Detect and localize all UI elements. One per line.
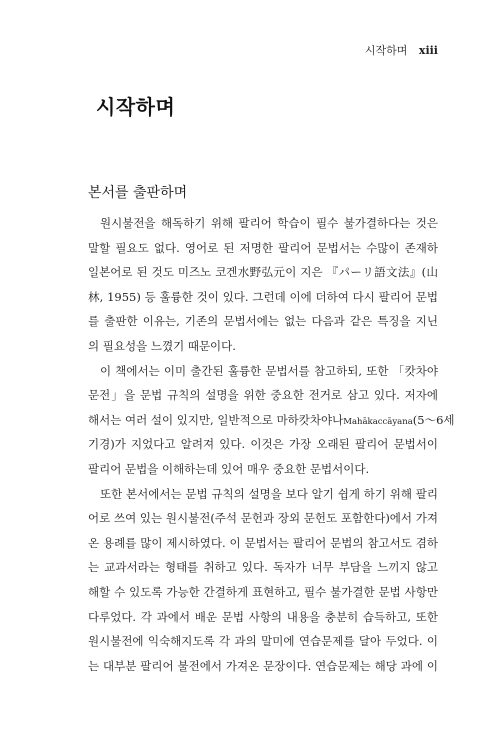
text-line: 원시불전을 해독하기 위해 팔리어 학습이 필수 불가결하다는 것은 bbox=[100, 216, 438, 230]
body-text bbox=[88, 211, 455, 678]
text-line: 문전」을 문법 규칙의 설명을 위한 중요한 전거로 삼고 있다. 저자에 bbox=[88, 388, 438, 403]
text-line: 또한 본서에서는 문법 규칙의 설명을 보다 알기 쉽게 하기 위해 팔리 bbox=[100, 486, 438, 501]
text-line: 는 대부분 팔리어 불전에서 가져온 문장이다. 연습문제는 해당 과에 이 bbox=[88, 658, 438, 673]
text-line: 일본어로 된 것도 미즈노 코겐水野弘元이 지은 『パーリ語文法』(山 bbox=[88, 265, 438, 280]
text-line: 원시불전에 익숙해지도록 각 과의 말미에 연습문제를 달아 두었다. 이 bbox=[88, 634, 438, 649]
text-line: 이 책에서는 이미 출간된 훌륭한 문법서를 참고하되, 또한 「캇차야 bbox=[100, 363, 438, 378]
text-segment: (5～6세 bbox=[412, 412, 455, 427]
text-line: 어로 쓰여 있는 원시불전(주석 문헌과 장외 문헌도 포함한다)에서 가져 bbox=[88, 511, 438, 526]
page-number: xiii bbox=[418, 44, 438, 57]
chapter-title: 시작하며 bbox=[96, 95, 176, 119]
text-line: 팔리어 문법을 이해하는데 있어 매우 중요한 문법서이다. bbox=[88, 461, 370, 476]
text-segment: 해서는 여러 설이 있지만, 일반적으로 마하캇차야나 bbox=[88, 412, 344, 427]
roman-term: Mahākaccāyana bbox=[343, 416, 413, 427]
running-head bbox=[365, 42, 438, 58]
text-line: 다루었다. 각 과에서 배운 문법 사항의 내용을 충분히 습득하고, 또한 bbox=[88, 609, 438, 624]
text-line: 는 교과서라는 형태를 취하고 있다. 독자가 너무 부담을 느끼지 않고 bbox=[88, 560, 438, 575]
running-head-title: 시작하며 bbox=[364, 44, 408, 57]
text-line: 해할 수 있도록 가능한 간결하게 표현하고, 필수 불가결한 문법 사항만 bbox=[88, 584, 438, 599]
text-line: 林, 1955) 등 훌륭한 것이 있다. 그런데 이에 더하여 다시 팔리어 문법 bbox=[88, 289, 438, 304]
section-heading: 본서를 출판하며 bbox=[88, 185, 188, 201]
text-line: 말할 필요도 없다. 영어로 된 저명한 팔리어 문법서는 수많이 존재하 bbox=[88, 240, 438, 255]
text-line: 기경)가 지었다고 알려져 있다. 이것은 가장 오래된 팔리어 문법서이 bbox=[88, 437, 438, 452]
text-line: 의 필요성을 느꼈기 때문이다. bbox=[88, 338, 236, 353]
text-line: 를 출판한 이유는, 기존의 문법서에는 없는 다음과 같은 특징을 지닌 bbox=[88, 314, 438, 329]
text-line: 온 용례를 많이 제시하였다. 이 문법서는 팔리어 문법의 참고서도 겸하 bbox=[88, 535, 438, 550]
text-line-mixed bbox=[88, 408, 455, 433]
